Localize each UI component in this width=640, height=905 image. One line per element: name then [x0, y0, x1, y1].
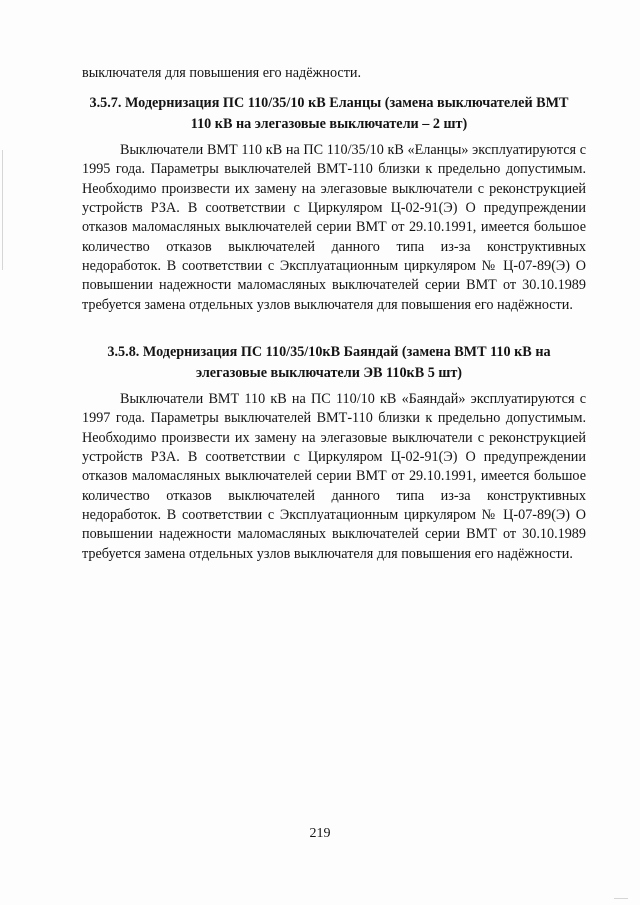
scan-corner-mark [614, 898, 628, 899]
section-heading-3-5-8: 3.5.8. Модернизация ПС 110/35/10кВ Баяндай (замена ВМТ 110 кВ на элегазовые выключатели ЭВ 110кВ 5 шт) [107, 344, 551, 381]
previous-paragraph-tail: выключателя для повышения его надёжности. [82, 65, 362, 81]
page-number: 219 [309, 826, 331, 841]
section-heading-3-5-7: 3.5.7. Модернизация ПС 110/35/10 кВ Еланцы (замена выключателей ВМТ 110 кВ на элегазовые выключатели – 2 шт) [89, 95, 569, 132]
section-body-3-5-8: Выключатели ВМТ 110 кВ на ПС 110/10 кВ «Баяндай» эксплуатируются с 1997 года. Параметры выключателей ВМТ-110 близки к предельно допустимым. Необходимо произвести их замену на элегазовые выключатели с реконструкцией устройств РЗА. В соответствии с Циркуляром Ц-02-91(Э) О предупреждении отказов маломасляных выключателей серии ВМТ от 29.10.1991, имеется большое количество отказов выключателей данного типа из-за конструктивных недоработок. В соответствии с Эксплуатационным циркуляром № Ц-07-89(Э) О повышении надежности маломасляных выключателей серии ВМТ от 30.10.1989 требуется замена отдельных узлов выключателя для повышения его надёжности. [82, 391, 586, 562]
scan-edge-mark [2, 150, 3, 270]
section-body-3-5-7: Выключатели ВМТ 110 кВ на ПС 110/35/10 кВ «Еланцы» эксплуатируются с 1995 года. Параметры выключателей ВМТ-110 близки к предельно допустимым. Необходимо произвести их замену на элегазовые выключатели с реконструкцией устройств РЗА. В соответствии с Циркуляром Ц-02-91(Э) О предупреждении отказов маломасляных выключателей серии ВМТ от 29.10.1991, имеется большое количество отказов выключателей данного типа из-за конструктивных недоработок. В соответствии с Эксплуатационным циркуляром № Ц-07-89(Э) О повышении надежности маломасляных выключателей серии ВМТ от 30.10.1989 требуется замена отдельных узлов выключателя для повышения его надёжности. [82, 142, 586, 313]
